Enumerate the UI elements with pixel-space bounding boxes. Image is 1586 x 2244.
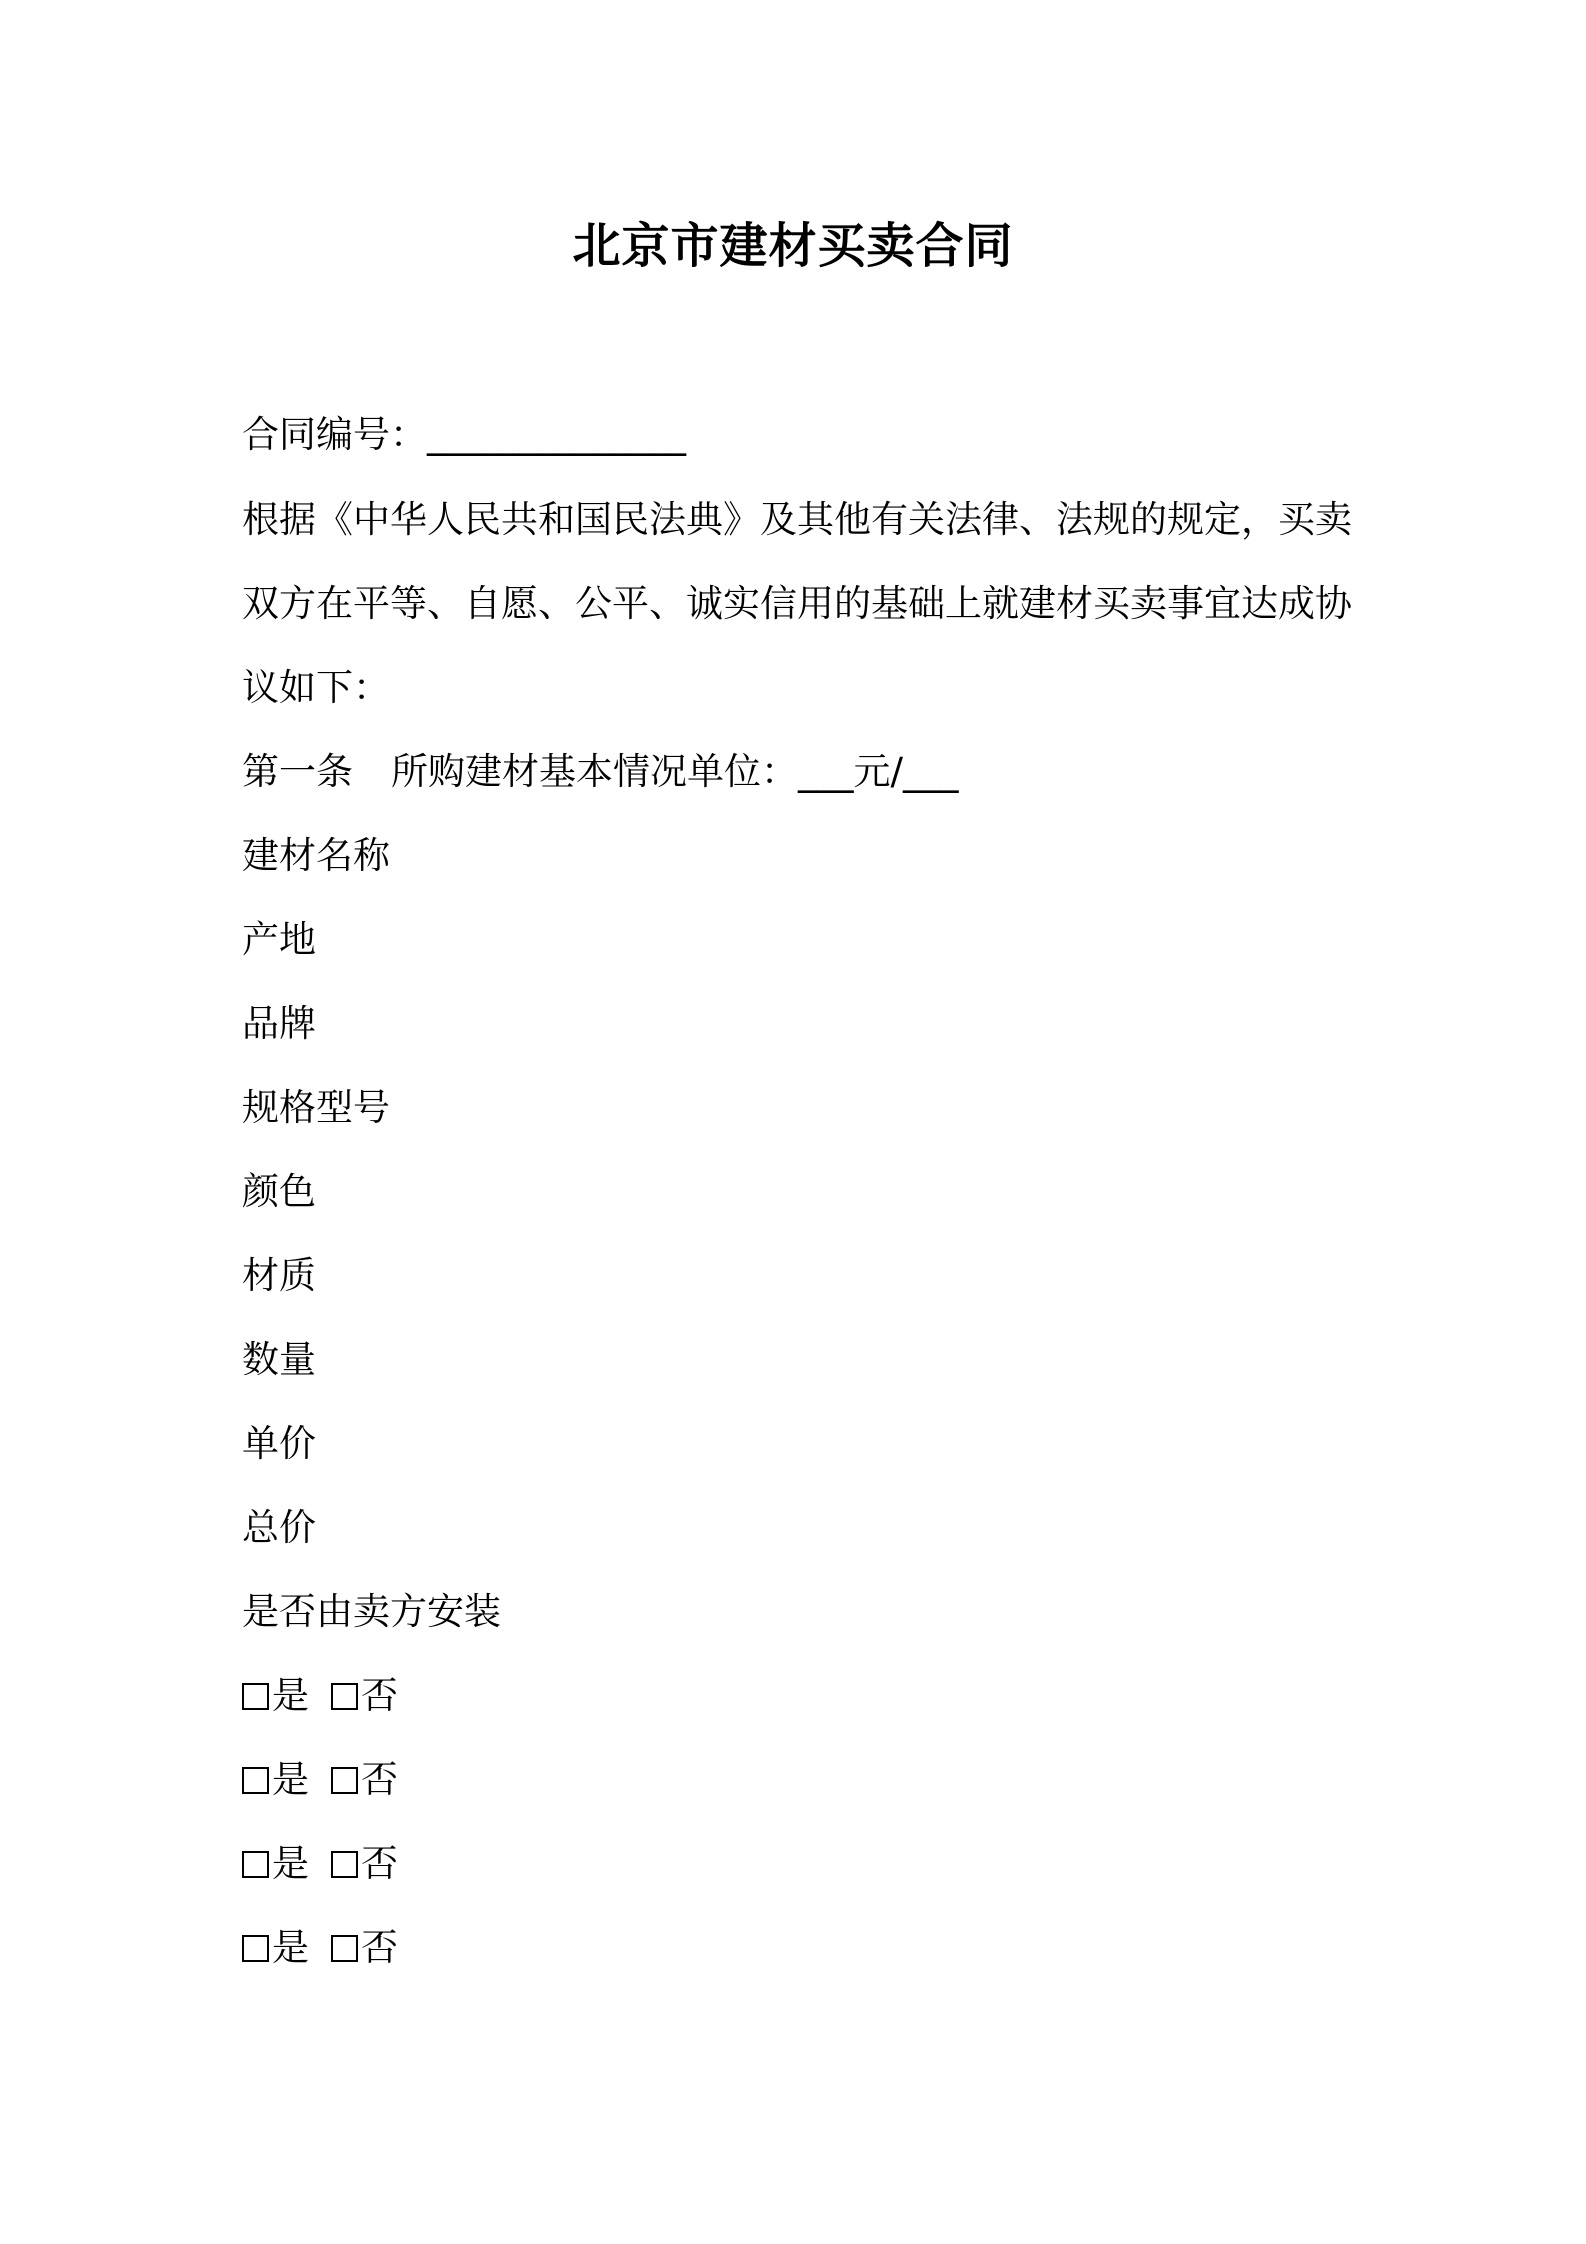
yes-checkbox[interactable] — [242, 1935, 269, 1962]
preamble-line-1: 根据《中华人民共和国民法典》及其他有关法律、法规的规定，买卖 — [242, 498, 1352, 541]
yes-checkbox[interactable] — [242, 1767, 269, 1794]
no-label: 否 — [361, 1842, 398, 1885]
option-row — [242, 1922, 1352, 1974]
yes-label: 是 — [272, 1758, 309, 1801]
field-seller-install: 是否由卖方安装 — [242, 1590, 501, 1633]
preamble-line-3: 议如下： — [242, 666, 390, 709]
no-label: 否 — [361, 1674, 398, 1717]
yes-label: 是 — [272, 1674, 309, 1717]
no-label: 否 — [361, 1926, 398, 1969]
article-1-text: 所购建材基本情况单位：___元/___ — [391, 750, 959, 793]
option-row — [242, 1670, 1352, 1722]
article-1-line — [242, 746, 1352, 798]
no-checkbox[interactable] — [331, 1683, 358, 1710]
option-row — [242, 1838, 1352, 1890]
no-checkbox[interactable] — [331, 1767, 358, 1794]
no-checkbox[interactable] — [331, 1851, 358, 1878]
field-origin: 产地 — [242, 918, 316, 961]
contract-number-label: 合同编号： — [242, 413, 427, 456]
field-brand: 品牌 — [242, 1002, 316, 1045]
field-quantity: 数量 — [242, 1338, 316, 1381]
field-total-price: 总价 — [242, 1506, 316, 1549]
yes-label: 是 — [272, 1842, 309, 1885]
field-color: 颜色 — [242, 1170, 316, 1213]
yes-label: 是 — [272, 1926, 309, 1969]
yes-checkbox[interactable] — [242, 1851, 269, 1878]
field-spec-model: 规格型号 — [242, 1086, 390, 1129]
preamble-line-2: 双方在平等、自愿、公平、诚实信用的基础上就建材买卖事宜达成协 — [242, 582, 1352, 625]
contract-number-line — [242, 409, 1352, 461]
field-material-name: 建材名称 — [242, 834, 390, 877]
no-checkbox[interactable] — [331, 1935, 358, 1962]
page-title: 北京市建材买卖合同 — [572, 218, 1014, 274]
no-label: 否 — [361, 1758, 398, 1801]
contract-number-blank: ______________ — [427, 413, 686, 456]
yes-checkbox[interactable] — [242, 1683, 269, 1710]
field-material: 材质 — [242, 1254, 316, 1297]
field-unit-price: 单价 — [242, 1422, 316, 1465]
article-1-number: 第一条 — [242, 750, 353, 793]
option-row — [242, 1754, 1352, 1806]
